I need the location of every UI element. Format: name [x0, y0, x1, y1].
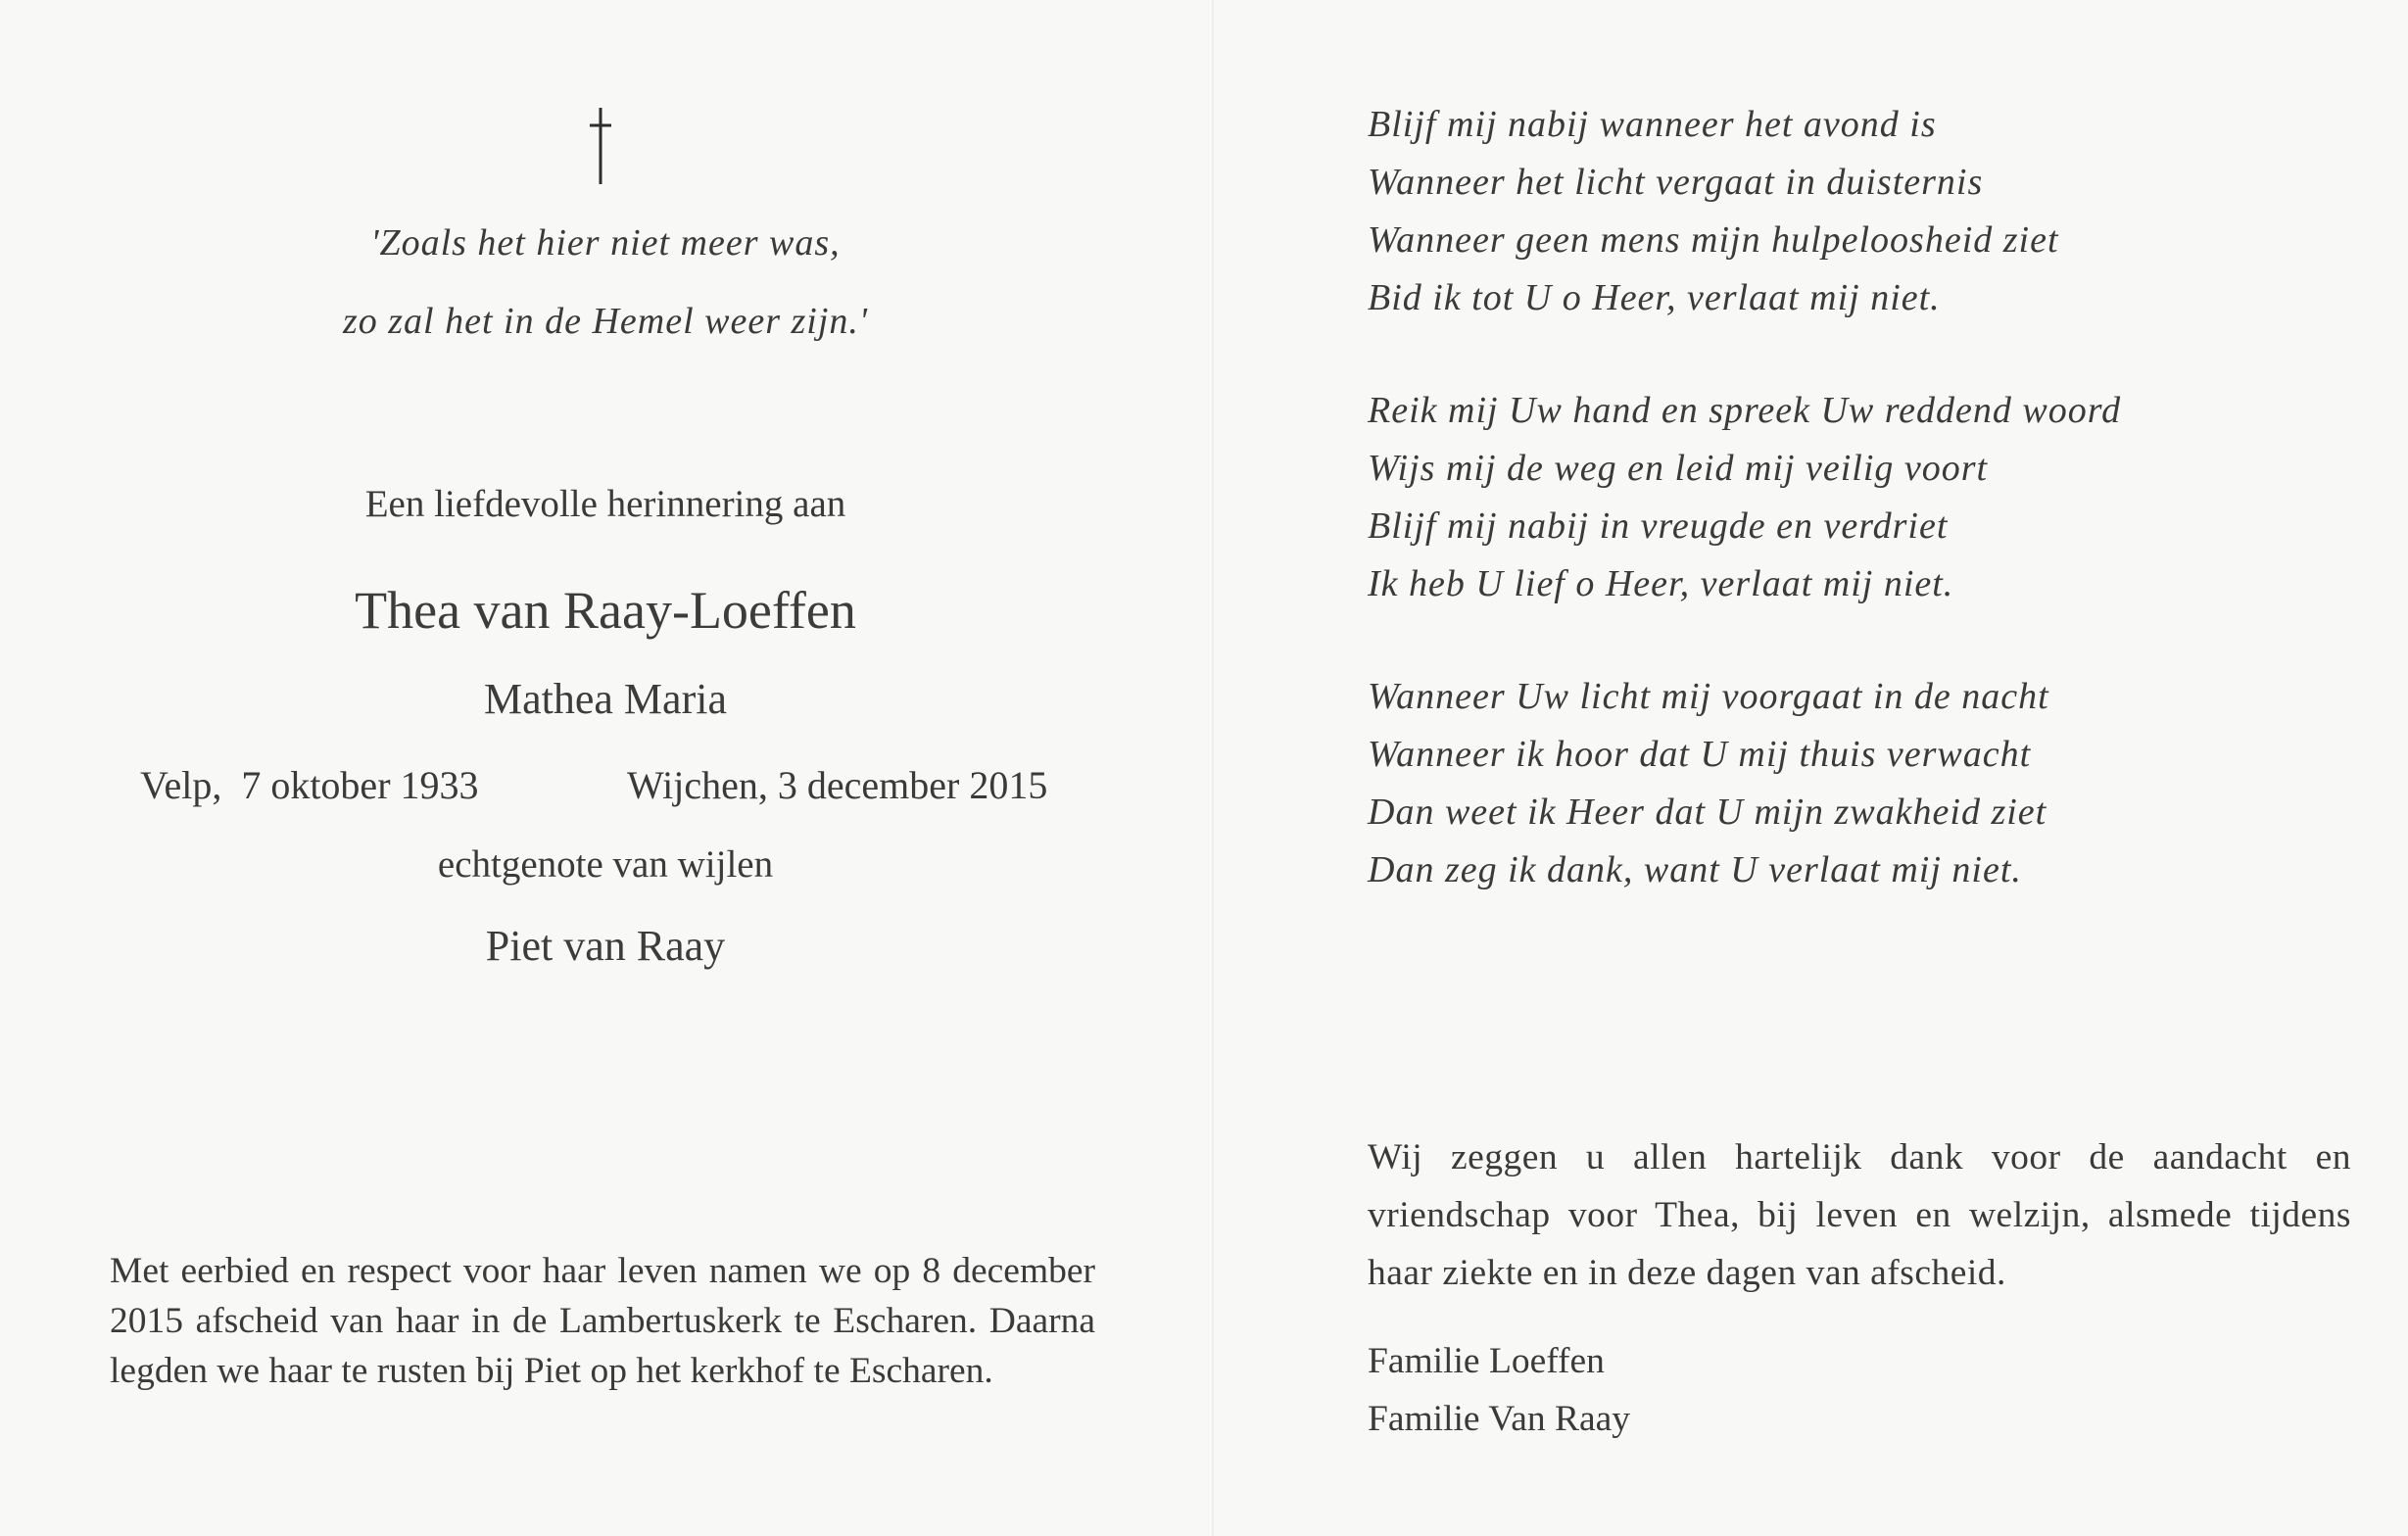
poem-line: Reik mij Uw hand en spreek Uw reddend woord [1368, 390, 2122, 431]
spouse-name: Piet van Raay [485, 922, 726, 970]
given-names: Mathea Maria [484, 675, 727, 723]
poem-line: Blijf mij nabij wanneer het avond is [1368, 104, 1937, 145]
signature-line: Familie Van Raay [1368, 1399, 1631, 1439]
poem-stanza [1368, 668, 2121, 899]
birth-place-date: Velp, 7 oktober 1933 [140, 763, 479, 807]
poem-line: Dan weet ik Heer dat U mijn zwakheid ziet [1368, 792, 2047, 833]
poem-line: Wanneer het licht vergaat in duisternis [1368, 162, 1984, 203]
poem-line: Blijf mij nabij in vreugde en verdriet [1368, 505, 1949, 547]
poem-line: Ik heb U lief o Heer, verlaat mij niet. [1368, 563, 1954, 604]
poem-stanza [1368, 96, 2121, 327]
poem-line: Wanneer ik hoor dat U mij thuis verwacht [1368, 734, 2032, 775]
poem-stanza [1368, 382, 2121, 613]
poem-line: Wijs mij de weg en leid mij veilig voort [1368, 448, 1989, 489]
signatures [1368, 1332, 1630, 1448]
quote-line: zo zal het in de Hemel weer zijn.' [342, 301, 869, 342]
thanks-paragraph: Wij zeggen u allen hartelijk dank voor de aandacht en vriendschap voor Thea, bij leven en welzijn, alsmede tijdens haar ziekte en in deze dagen van afscheid. [1368, 1137, 2351, 1293]
fold-line [1212, 0, 1214, 1536]
poem-line: Bid ik tot U o Heer, verlaat mij niet. [1368, 277, 1941, 318]
deceased-name: Thea van Raay-Loeffen [355, 581, 856, 640]
signature-line: Familie Loeffen [1368, 1341, 1605, 1381]
cross-icon [584, 106, 617, 186]
farewell-paragraph: Met eerbied en respect voor haar leven namen we op 8 december 2015 afscheid van haar in de Lambertuskerk te Escharen. Daarna legden we haar te rusten bij Piet op het kerkhof te Escharen. [110, 1251, 1095, 1391]
poem [1368, 96, 2121, 954]
spouse-relation: echtgenote van wijlen [437, 843, 774, 886]
poem-line: Wanneer geen mens mijn hulpeloosheid ziet [1368, 219, 2059, 261]
poem-line: Wanneer Uw licht mij voorgaat in de nacht [1368, 676, 2049, 717]
death-place-date: Wijchen, 3 december 2015 [627, 763, 1048, 807]
poem-line: Dan zeg ik dank, want U verlaat mij niet. [1368, 849, 2022, 890]
quote-line: 'Zoals het hier niet meer was, [370, 222, 841, 264]
intro-text: Een liefdevolle herinnering aan [364, 483, 846, 525]
